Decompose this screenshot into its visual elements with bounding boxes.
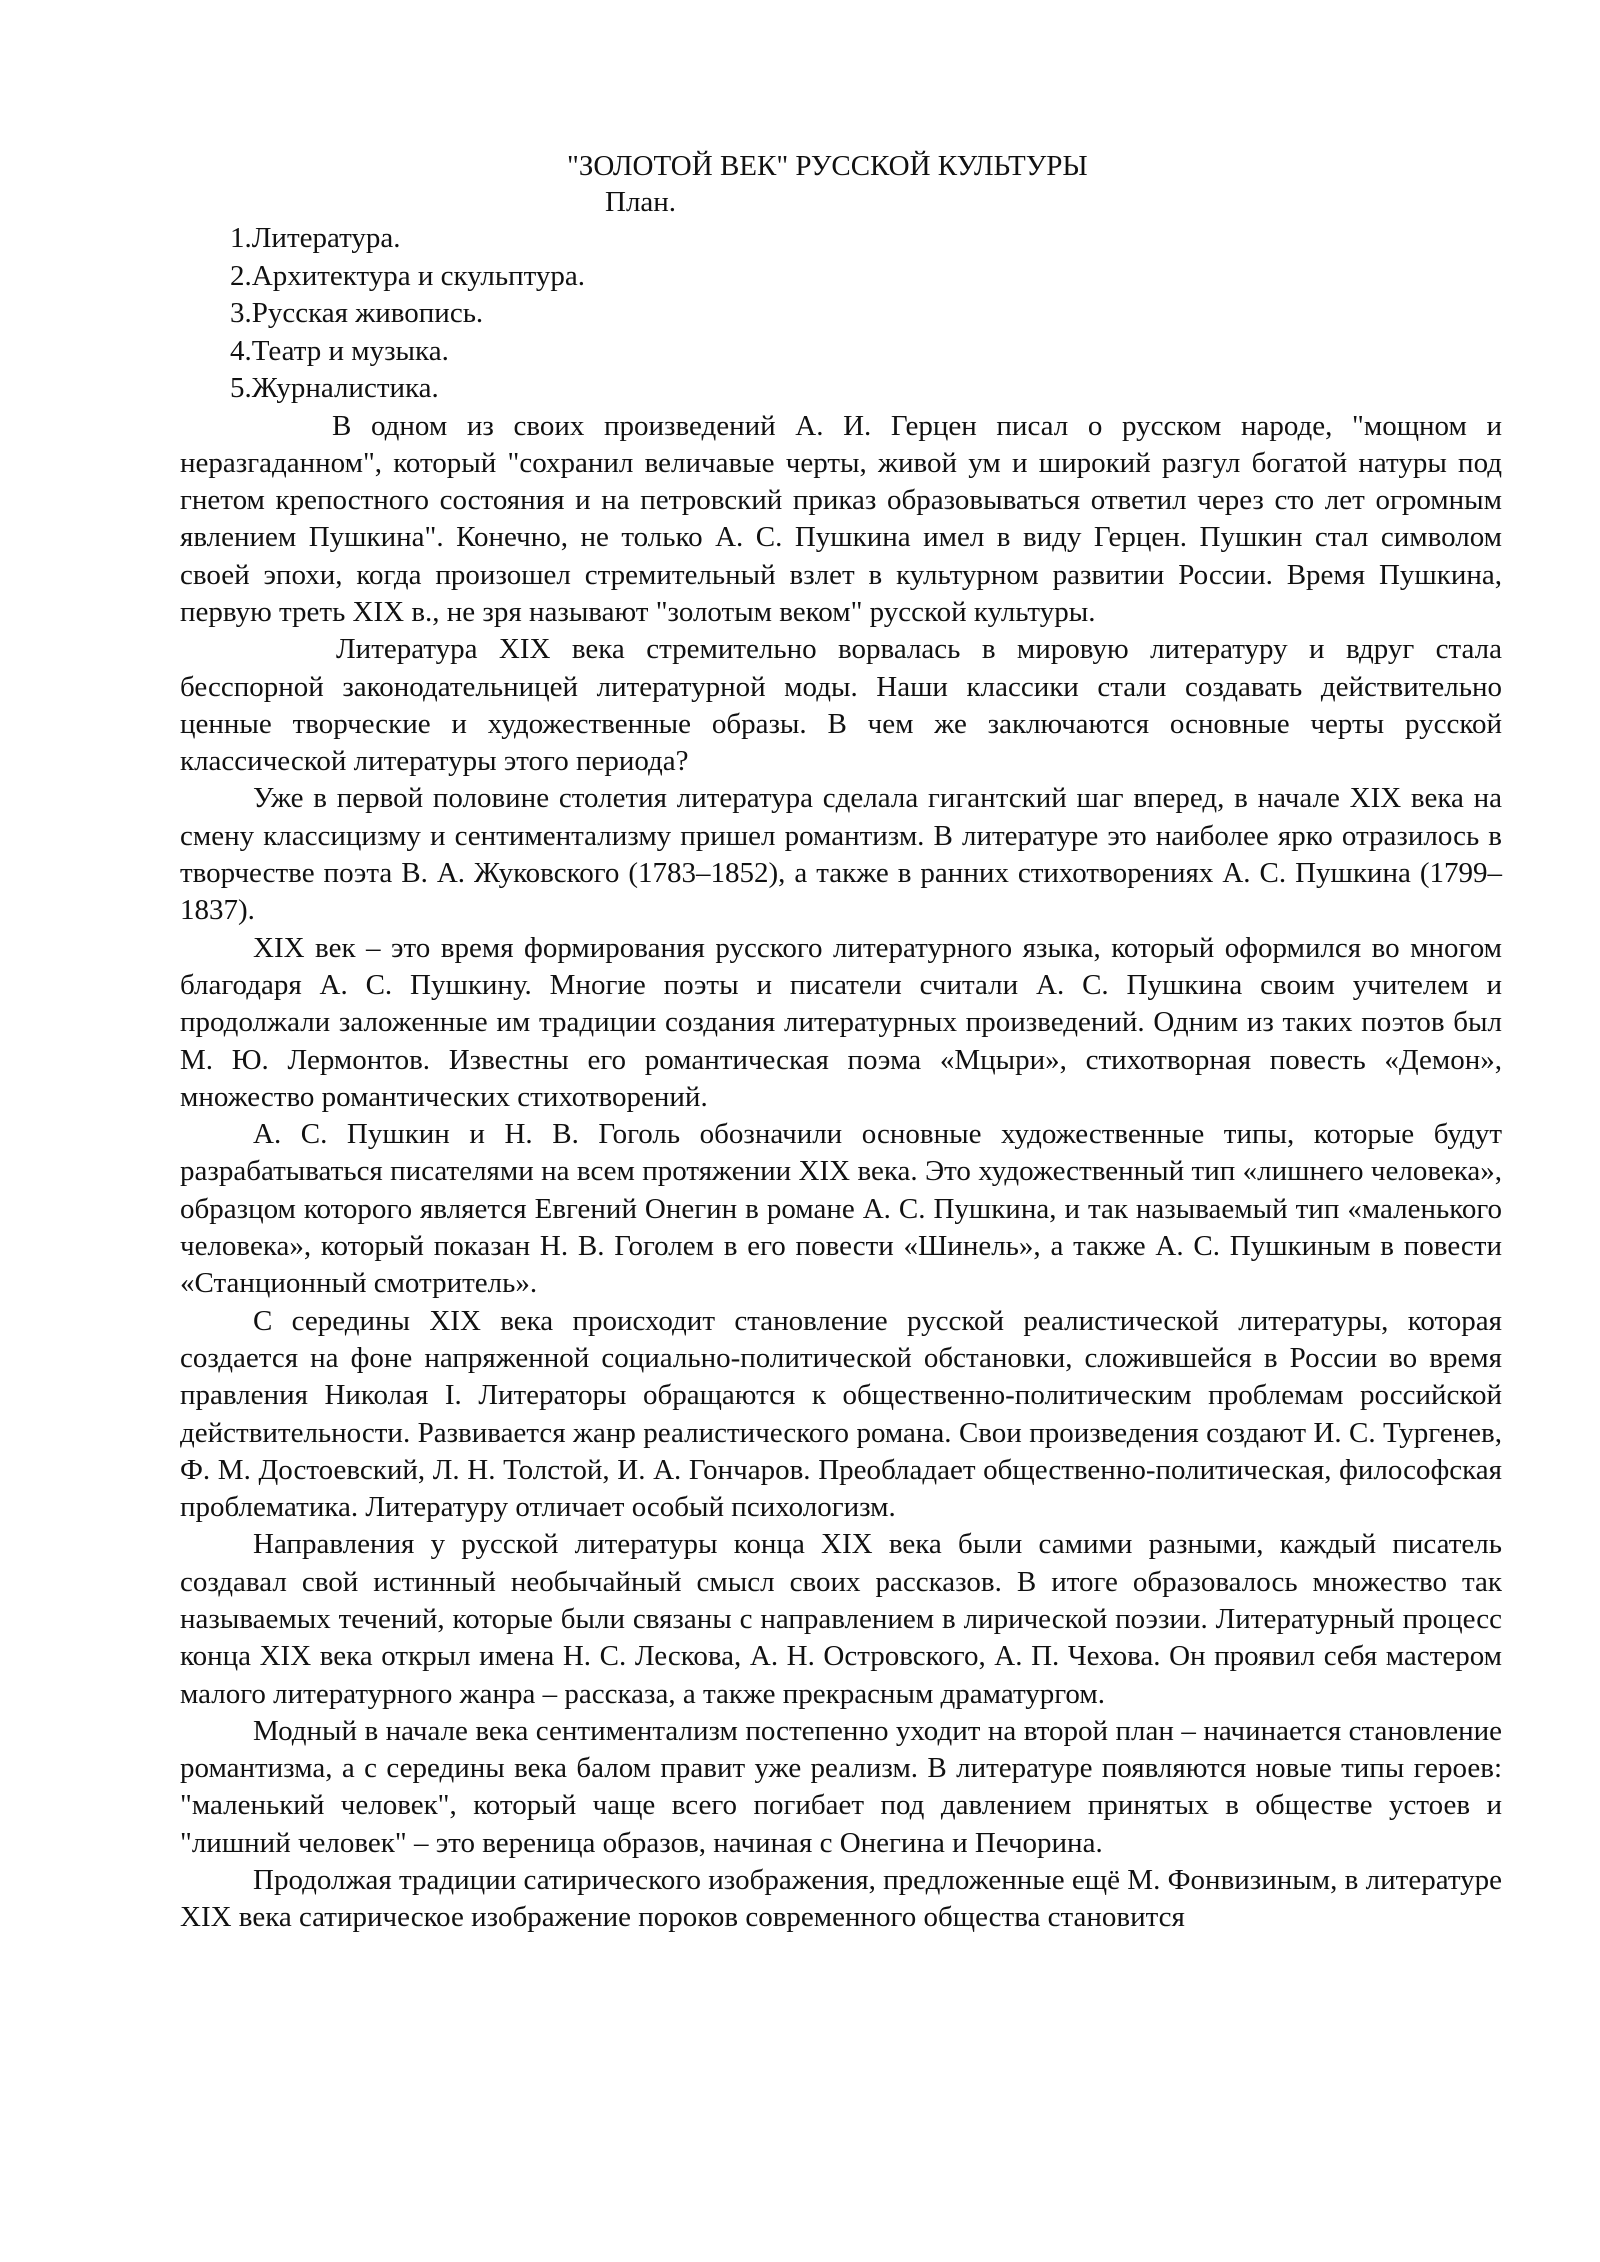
paragraph-directions: Направления у русской литературы конца XIX века были самими разными, каждый писатель создавал свой истинный необычайный смысл своих рассказов. В итоге образовалось множество так называемых течений, которые были связаны с направлением в лирической поэзии. Литературный процесс конца XIX века открыл имена Н. С. Лескова, А. Н. Островского, А. П. Чехова. Он проявил себя мастером малого литературного жанра – рассказа, а также прекрасным драматургом.: [180, 1528, 1502, 1710]
plan-heading: План.: [605, 186, 677, 218]
plan-item: 4.Театр и музыка.: [230, 334, 449, 367]
document-title: "ЗОЛОТОЙ ВЕК" РУССКОЙ КУЛЬТУРЫ: [567, 150, 1088, 182]
paragraph-types: А. С. Пушкин и Н. В. Гоголь обозначили основные художественные типы, которые будут разрабатываться писателями на всем протяжении XIX века. Это художественный тип «лишнего человека», образцом которого является Евгений Онегин в романе А. С. Пушкина, и так называемый тип «маленького человека», который показан Н. В. Гоголем в его повести «Шинель», а также А. С. Пушкиным в повести «Станционный смотритель».: [180, 1118, 1502, 1300]
plan-item: 1.Литература.: [230, 222, 401, 254]
plan-list: [180, 220, 1502, 408]
document-page: [180, 148, 1502, 1937]
paragraph-realism: С середины XIX века происходит становление русской реалистической литературы, которая создается на фоне напряженной социально-политической обстановки, сложившейся в России во время правления Николая I. Литераторы обращаются к общественно-политическим проблемам российской действительности. Развивается жанр реалистического романа. Свои произведения создают И. С. Тургенев, Ф. М. Достоевский, Л. Н. Толстой, И. А. Гончаров. Преобладает общественно-политическая, философская проблематика. Литературу отличает особый психологизм.: [180, 1304, 1502, 1524]
plan-item: 5.Журналистика.: [230, 372, 439, 404]
paragraph-herzen: В одном из своих произведений А. И. Герцен писал о русском народе, "мощном и неразгаданном", который "сохранил величавые черты, живой ум и широкий разгул богатой натуры под гнетом крепостного состояния и на петровский приказ образовываться ответил через сто лет огромным явлением Пушкина". Конечно, не только А. С. Пушкина имел в виду Герцен. Пушкин стал символом своей эпохи, когда произошел стремительный взлет в культурном развитии России. Время Пушкина, первую треть XIX в., не зря называют "золотым веком" русской культуры.: [180, 409, 1502, 628]
paragraph-satire: Продолжая традиции сатирического изображения, предложенные ещё М. Фонвизиным, в литературе XIX века сатирическое изображение пороков современного общества становится: [180, 1864, 1502, 1934]
paragraph-language: XIX век – это время формирования русского литературного языка, который оформился во многом благодаря А. С. Пушкину. Многие поэты и писатели считали А. С. Пушкина своим учителем и продолжали заложенные им традиции создания литературных произведений. Одним из таких поэтов был М. Ю. Лермонтов. Известны его романтическая поэма «Мцыри», стихотворная повесть «Демон», множество романтических стихотворений.: [180, 931, 1502, 1113]
paragraph-literature-xix: Литература XIX века стремительно ворвалась в мировую литературу и вдруг стала бесспорной законодательницей литературной моды. Наши классики стали создавать действительно ценные творческие и художественные образы. В чем же заключаются основные черты русской классической литературы этого периода?: [180, 633, 1502, 778]
plan-item: 3.Русская живопись.: [230, 297, 484, 329]
paragraph-heroes: Модный в начале века сентиментализм постепенно уходит на второй план – начинается становление романтизма, а с середины века балом правит уже реализм. В литературе появляются новые типы героев: "маленький человек", который чаще всего погибает под давлением принятых в обществе устоев и "лишний человек" – это вереница образов, начиная с Онегина и Печорина.: [180, 1714, 1502, 1859]
paragraph-romanticism: Уже в первой половине столетия литература сделала гигантский шаг вперед, в начале XIX века на смену классицизму и сентиментализму пришел романтизм. В литературе это наиболее ярко отразилось в творчестве поэта В. А. Жуковского (1783–1852), а также в ранних стихотворениях А. С. Пушкина (1799–1837).: [180, 782, 1502, 927]
plan-item: 2.Архитектура и скульптура.: [230, 259, 586, 292]
